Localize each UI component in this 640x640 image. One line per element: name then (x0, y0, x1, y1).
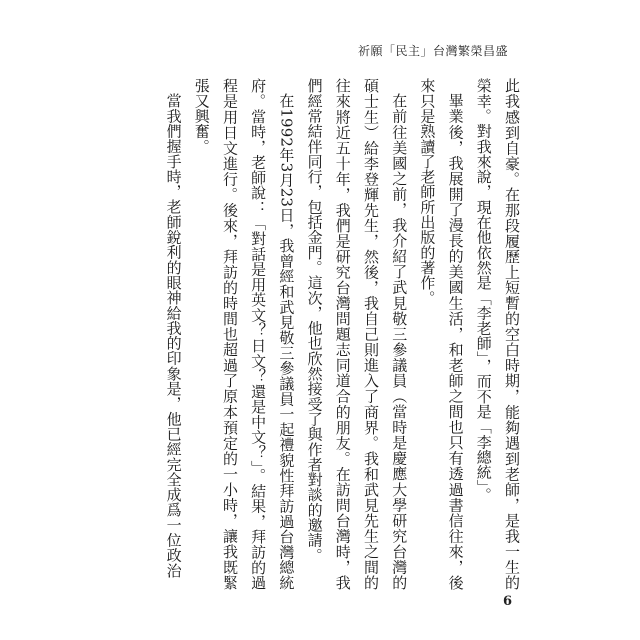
paragraph-5: 當我們握手時，老師銳利的眼神給我的印象是，他已經完全成爲一位政治 (164, 93, 183, 578)
paragraph-1: 此我感到自豪。在那段履歷上短暫的空白時期，能夠遇到老師，是我一生的榮幸。對我來說，現在他依然是「李老師」，而不是「李總統」。 (474, 78, 521, 590)
paragraph-3: 在前往美國之前，我介紹了武見敬三參議員（當時是慶應大學研究台灣的碩士生）給李登輝先生，然後，我自己則進入了商界。我和武見先生之間的往來將近五十年，我們是研究台灣問題志同道合的朋友。在訪問台灣時，我們經常結伴同行，包括金門。這次，他也欣然接受了與作者對談的邀請。 (305, 78, 409, 590)
page-number: 6 (502, 594, 512, 609)
paragraph-4: 在1992年3月23日，我曾經和武見敬三參議員一起禮貌性拜訪過台灣總統府。當時，老師說：「對話是用英文？日文？還是中文？」。結果，拜訪的過程是用日文進行。後來，拜訪的時間也超過了原本預定的一小時，讓我既緊張又興奮。 (192, 78, 296, 590)
running-header: 祈願「民主」台灣繁榮昌盛 (357, 44, 508, 58)
paragraph-2: 畢業後，我展開了漫長的美國生活，和老師之間也只有透過書信往來，後來只是熟讀了老師所出版的著作。 (418, 78, 465, 590)
body-text (152, 78, 526, 590)
